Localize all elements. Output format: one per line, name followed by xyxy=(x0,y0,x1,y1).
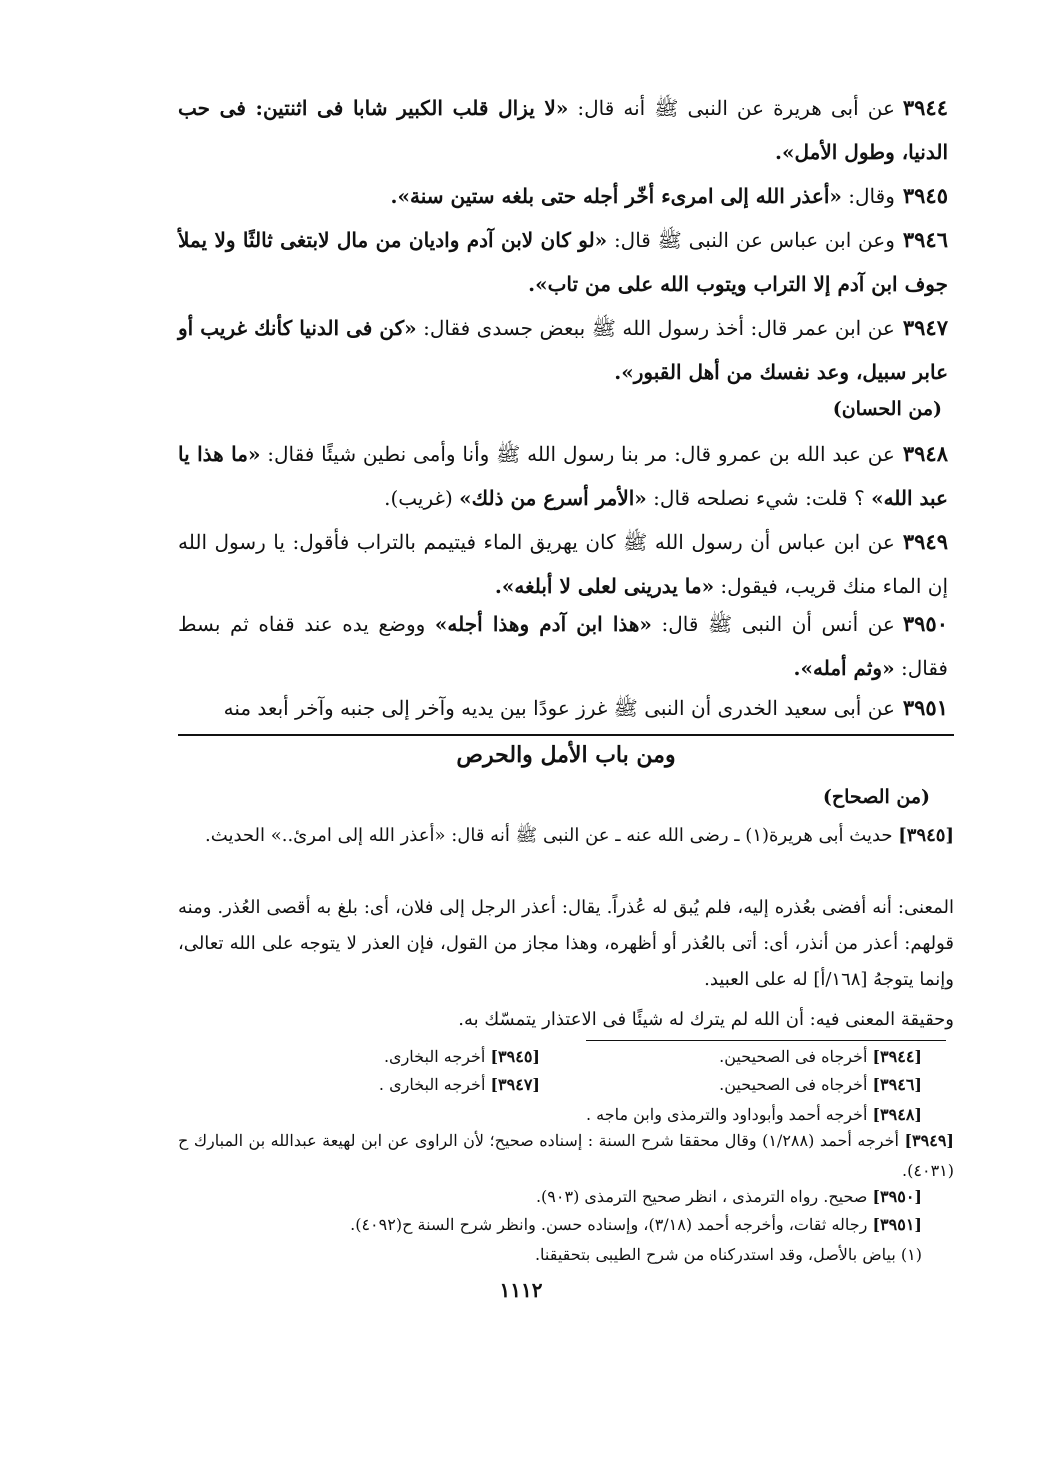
footnote-3951 xyxy=(350,1212,922,1238)
commentary-number: [٣٩٤٥] xyxy=(898,825,954,846)
hadith-quote-2: «وثم أمله». xyxy=(793,656,895,680)
hadith-number: ٣٩٤٤ xyxy=(902,95,948,120)
footnote-text: رجاله ثقات، وأخرجه أحمد (٣/١٨)، وإسناده حسن. وانظر شرح السنة ح(٤٠٩٢). xyxy=(350,1215,873,1234)
hadith-3948 xyxy=(178,432,948,520)
hadith-text: عن أبى هريرة عن النبى ﷺ أنه قال: xyxy=(568,96,895,120)
hadith-text: عن ابن عمر قال: أخذ رسول الله ﷺ ببعض جسدى فقال: xyxy=(416,316,895,340)
hadith-quote: «لا يزال قلب الكبير شابا فى اثنتين: فى حب الدنيا، وطول الأمل». xyxy=(178,96,948,164)
hadith-quote: «هذا ابن آدم وهذا أجله» xyxy=(434,612,652,636)
footnote-number: [٣٩٤٥] xyxy=(490,1047,540,1066)
footnote-3949 xyxy=(178,1126,954,1186)
hadith-3946 xyxy=(178,218,948,306)
hadith-text: عن أنس أن النبى ﷺ قال: xyxy=(651,612,895,636)
footnote-1: (١) بياض بالأصل، وقد استدركناه من شرح الطيبى بتحقيقنا. xyxy=(534,1245,922,1264)
footnote-number: [٣٩٤٧] xyxy=(490,1075,540,1094)
footnote-text: أخرجاه فى الصحيحين. xyxy=(719,1047,873,1066)
hadith-3950 xyxy=(178,602,948,690)
hadith-text-2: ؟ قلت: شيء نصلحه قال: xyxy=(646,486,872,510)
commentary-paragraph-3: وحقيقة المعنى فيه: أن الله لم يترك له شيئًا فى الاعتذار يتمسّك به. xyxy=(458,1009,954,1030)
footnote-divider xyxy=(586,1040,946,1041)
footnote-3945 xyxy=(384,1044,540,1070)
hadith-text: عن عبد الله بن عمرو قال: مر بنا رسول الله ﷺ وأنا وأمى نطين شيئًا فقال: xyxy=(260,442,895,466)
hadith-quote: «ما هذا يا عبد الله» xyxy=(178,442,948,510)
commentary-paragraph-2: المعنى: أنه أفضى بعُذره إليه، فلم يُبق له عُذراً. يقال: أعذر الرجل إلى فلان، أى: بلغ به أقصى العُذر. ومنه قولهم: أعذر من أنذر، أى: أتى بالعُذر أو أظهره، وهذا مجاز من القول، فإن العذر لا يتوجه على الله تعالى، وإنما يتوجهُ [١٦٨/أ] له على العبيد. xyxy=(178,897,954,990)
hadith-number: ٣٩٤٥ xyxy=(902,183,948,208)
hisan-label: (من الحسان) xyxy=(832,398,942,420)
hadith-3951 xyxy=(178,686,948,730)
hadith-3947 xyxy=(178,306,948,394)
section-divider xyxy=(178,734,954,736)
hadith-3944 xyxy=(178,86,948,174)
footnote-text: أخرجاه فى الصحيحين. xyxy=(719,1075,873,1094)
hadith-quote: «أعذر الله إلى امرىء أخّر أجله حتى بلغه ستين سنة». xyxy=(390,184,842,208)
hadith-3945 xyxy=(178,174,948,218)
hadith-quote: «كن فى الدنيا كأنك غريب أو عابر سبيل، وعد نفسك من أهل القبور». xyxy=(178,316,948,384)
footnote-number: [٣٩٤٨] xyxy=(872,1105,922,1124)
section-title: ومن باب الأمل والحرص xyxy=(456,742,676,768)
footnote-text: أخرجه البخارى . xyxy=(378,1075,491,1094)
footnote-number: [٣٩٤٦] xyxy=(872,1075,922,1094)
hadith-text: وعن ابن عباس عن النبى ﷺ قال: xyxy=(607,228,895,252)
page-number: ١١١٢ xyxy=(499,1278,543,1302)
hadith-3949 xyxy=(178,520,948,608)
sihah-label: (من الصحاح) xyxy=(822,786,930,808)
footnote-3950 xyxy=(536,1184,922,1210)
hadith-number: ٣٩٤٩ xyxy=(902,529,948,554)
footnote-text: أخرجه البخارى. xyxy=(383,1047,491,1066)
footnote-text: أخرجه أحمد (١/٢٨٨) وقال محققا شرح السنة : إسناده صحيح؛ لأن الراوى عن ابن لهيعة عبدالله بن المبارك ح (٤٠٣١). xyxy=(178,1131,954,1180)
hadith-text: وقال: xyxy=(841,184,895,208)
hadith-number: ٣٩٤٧ xyxy=(902,315,948,340)
footnote-number: [٣٩٥٠] xyxy=(872,1187,922,1206)
footnote-text: أخرجه أحمد وأبوداود والترمذى وابن ماجه . xyxy=(585,1105,873,1124)
footnote-3947 xyxy=(379,1072,540,1098)
footnote-3946 xyxy=(719,1072,922,1098)
hadith-number: ٣٩٥١ xyxy=(902,695,948,720)
commentary-text: حديث أبى هريرة(١) ـ رضى الله عنه ـ عن النبى ﷺ أنه قال: «أعذر الله إلى امرئ..» الحديث. xyxy=(205,825,899,846)
hadith-number: ٣٩٤٨ xyxy=(902,441,948,466)
hadith-text-2: ووضع يده عند قفاه ثم بسط فقال: xyxy=(178,612,948,680)
commentary-paragraph-1 xyxy=(178,818,954,854)
footnote-3948 xyxy=(586,1102,922,1128)
footnote-number: [٣٩٤٤] xyxy=(872,1047,922,1066)
hadith-grade: (غريب). xyxy=(384,486,460,510)
hadith-text: عن ابن عباس أن رسول الله ﷺ كان يهريق الماء فيتيمم بالتراب فأقول: يا رسول الله إن الماء منك قريب، فيقول: xyxy=(178,530,948,598)
footnote-number: [٣٩٤٩] xyxy=(904,1131,954,1150)
hadith-quote: «لو كان لابن آدم واديان من مال لابتغى ثالثًا ولا يملأ جوف ابن آدم إلا التراب ويتوب الله على من تاب». xyxy=(178,228,948,296)
footnote-text: صحيح. رواه الترمذى ، انظر صحيح الترمذى (٩٠٣). xyxy=(535,1187,873,1206)
hadith-number: ٣٩٤٦ xyxy=(902,227,948,252)
hadith-text: عن أبى سعيد الخدرى أن النبى ﷺ غرز عودًا بين يديه وآخر إلى جنبه وآخر أبعد منه xyxy=(223,696,895,720)
hadith-quote: «ما يدرينى لعلى لا أبلغه». xyxy=(494,574,715,598)
footnote-number: [٣٩٥١] xyxy=(872,1215,922,1234)
hadith-quote-2: «الأمر أسرع من ذلك» xyxy=(459,486,647,510)
hadith-number: ٣٩٥٠ xyxy=(902,611,948,636)
footnote-3944 xyxy=(719,1044,922,1070)
